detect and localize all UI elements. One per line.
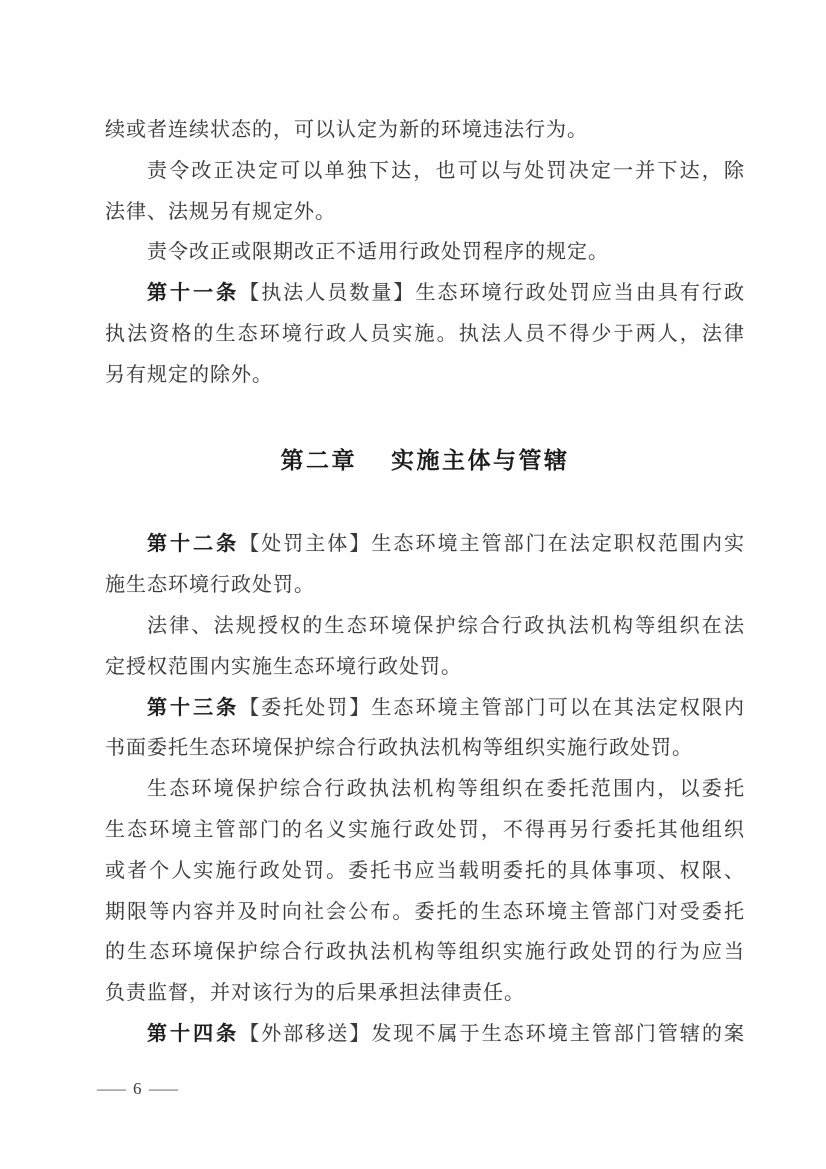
text-run: 负责监督，并对该行为的后果承担法律责任。: [105, 982, 525, 1005]
text-run: 【委托处罚】生态环境主管部门可以在其法定权限内: [239, 696, 746, 719]
document-line: [105, 647, 745, 688]
document-line: [105, 810, 745, 851]
page-footer: [97, 1074, 178, 1104]
document-line: [105, 769, 745, 810]
text-run: 书面委托生态环境保护综合行政执法机构等组织实施行政处罚。: [105, 737, 693, 760]
document-line: [105, 688, 745, 729]
chapter-title: 实施主体与管辖: [391, 446, 570, 473]
document-line: [105, 273, 745, 314]
text-run: 法律、法规另有规定外。: [105, 200, 336, 223]
document-line: [105, 728, 745, 769]
chapter-heading: [105, 440, 745, 481]
text-block: [105, 110, 745, 1055]
text-run: 法律、法规授权的生态环境保护综合行政执法机构等组织在法: [147, 614, 745, 637]
document-line: [105, 565, 745, 606]
document-line: [105, 355, 745, 396]
footer-left-dash: —: [97, 1079, 126, 1098]
article-number: 第十一条: [147, 282, 240, 305]
footer-right-dash: —: [148, 1079, 178, 1098]
article-number: 第十四条: [147, 1022, 240, 1045]
document-line: [105, 606, 745, 647]
document-line: [105, 524, 745, 565]
text-run: 责令改正决定可以单独下达，也可以与处罚决定一并下达，除: [147, 159, 745, 182]
text-run: 施生态环境行政处罚。: [105, 574, 315, 597]
text-run: 执法资格的生态环境行政人员实施。执法人员不得少于两人，法律: [105, 322, 745, 345]
text-run: 【执法人员数量】生态环境行政处罚应当由具有行政: [239, 282, 746, 305]
article-number: 第十二条: [147, 533, 240, 556]
text-run: 定授权范围内实施生态环境行政处罚。: [105, 655, 462, 678]
text-run: 【处罚主体】生态环境主管部门在法定职权范围内实: [239, 533, 746, 556]
document-line: [105, 851, 745, 892]
page-number: 6: [133, 1079, 142, 1098]
text-run: 期限等内容并及时向社会公布。委托的生态环境主管部门对受委托: [105, 900, 745, 923]
document-line: [105, 151, 745, 192]
article-number: 第十三条: [147, 696, 240, 719]
text-run: 或者个人实施行政处罚。委托书应当载明委托的具体事项、权限、: [105, 859, 745, 882]
text-run: 生态环境主管部门的名义实施行政处罚，不得再另行委托其他组织: [105, 818, 745, 841]
document-line: [105, 1014, 745, 1055]
text-run: 另有规定的除外。: [105, 363, 273, 386]
chapter-number: 第二章: [280, 446, 357, 473]
document-line: [105, 973, 745, 1014]
text-run: 续或者连续状态的，可以认定为新的环境违法行为。: [105, 119, 588, 141]
document-line: [105, 932, 745, 973]
text-run: 责令改正或限期改正不适用行政处罚程序的规定。: [147, 241, 609, 264]
document-line: [105, 192, 745, 233]
document-line: [105, 314, 745, 355]
text-run: 的生态环境保护综合行政执法机构等组织实施行政处罚的行为应当: [105, 941, 745, 964]
document-line: [105, 110, 745, 151]
text-run: 【外部移送】发现不属于生态环境主管部门管辖的案: [239, 1022, 746, 1045]
document-line: [105, 232, 745, 273]
document-line: [105, 892, 745, 933]
text-run: 生态环境保护综合行政执法机构等组织在委托范围内，以委托: [147, 778, 745, 801]
